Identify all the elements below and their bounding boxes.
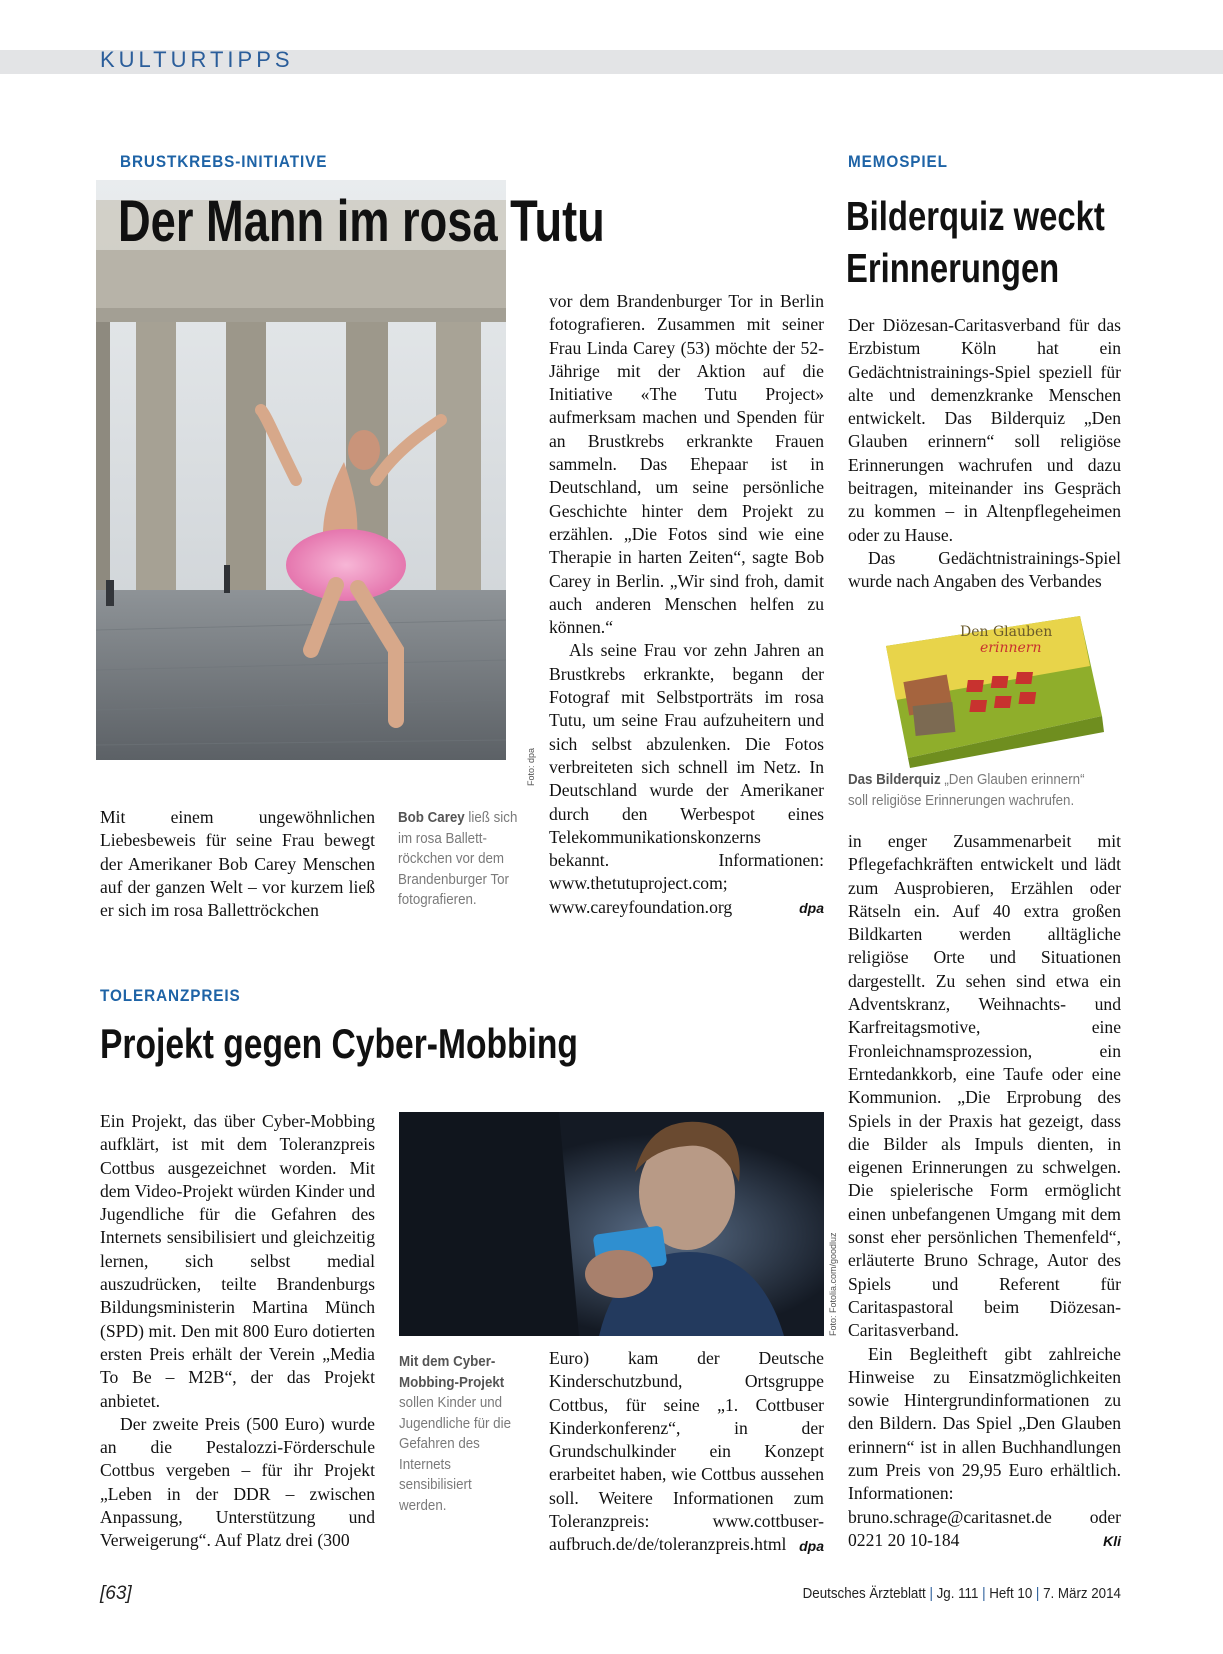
caption-cybermobbing xyxy=(399,1352,517,1516)
source-tutu: dpa xyxy=(799,900,824,917)
photo-credit-tutu: Foto: dpa xyxy=(526,747,536,786)
body-tutu-p2: Als seine Frau vor zehn Jahren an Brustkrebs erkrankte, begann der Fotograf mit Selbstporträts im rosa Tutu, um seine Frau aufzuheitern und sich selbst abzulenken. Die Fotos verbreiteten sich schnell im Netz. In Deutschland wurde der Amerikaner durch den Werbespot eines Telekommunikationskonzerns bekannt. Informationen: www.thetutuproject.com; www.careyfoundation.org xyxy=(549,640,824,917)
photo-game-box xyxy=(880,608,1106,768)
footer-divider: | xyxy=(929,1586,933,1602)
caption-bilderquiz-text: „Den Glauben erinnern“ soll religiöse Erinnerungen wachrufen. xyxy=(848,772,1085,809)
caption-tutu xyxy=(398,808,523,911)
footer-issue: Heft 10 xyxy=(989,1586,1033,1602)
headline-bilderquiz xyxy=(846,190,1105,294)
footer-journal: Deutsches Ärzteblatt xyxy=(802,1586,926,1602)
body-bilderquiz-bottom xyxy=(848,830,1121,1554)
body-cybermobbing-col3 xyxy=(549,1347,824,1558)
tutu-photo-illustration xyxy=(96,180,506,760)
body-bilderquiz-top xyxy=(848,314,1121,594)
body-cybermobbing-p3: Euro) kam der Deutsche Kinderschutzbund, Ortsgruppe Cottbus, für seine „1. Cottbuser Kinderkonferenz“, in der Grundschulkinder ein Konzept erarbeitet haben, wie Cottbus aussehen soll. Weitere Informationen zum Toleranzpreis: www.cottbuser-aufbruch.de/de/toleranzpreis.html xyxy=(549,1348,824,1555)
body-bilderquiz-p1: Der Diözesan-Caritasverband für das Erzbistum Köln hat ein Gedächtnistrainings-Spiel speziell für alte und demenzkranke Menschen entwickelt. Das Bilderquiz „Den Glauben erinnern“ soll religiöse Erinnerungen wachrufen und dazu beitragen, miteinander ins Gespräch zu kommen – in Altenpflegeheimen oder zu Hause. xyxy=(848,315,1121,545)
footer-divider: | xyxy=(1035,1586,1040,1602)
game-box-illustration xyxy=(880,608,1106,768)
cybermobbing-photo-illustration xyxy=(399,1112,824,1336)
body-bilderquiz-p2: Das Gedächtnistrainings-Spiel wurde nach Angaben des Verbandes xyxy=(848,547,1121,592)
caption-bilderquiz xyxy=(848,770,1098,811)
headline-bilderquiz-line1: Bilderquiz weckt xyxy=(846,193,1105,239)
rubric-title: KULTURTIPPS xyxy=(100,47,294,72)
headline-cybermobbing: Projekt gegen Cyber-Mobbing xyxy=(100,1020,578,1067)
footer-volume: Jg. 111 xyxy=(936,1586,979,1602)
body-cybermobbing-p2: Der zweite Preis (500 Euro) wurde an die Pestalozzi-Förderschule Cottbus vergeben – für ihr Projekt „Leben in der DDR – zwischen Anpassung, Unterstützung und Verweigerung“. Auf Platz drei (300 xyxy=(100,1413,375,1551)
footer-divider: | xyxy=(982,1586,986,1602)
source-cybermobbing: dpa xyxy=(799,1537,824,1554)
kicker-brustkrebs: BRUSTKREBS-INITIATIVE xyxy=(120,152,328,171)
body-cybermobbing-p1: Ein Projekt, das über Cyber-Mobbing aufklärt, ist mit dem Toleranzpreis Cottbus ausgezeichnet worden. Mit dem Video-Projekt würden Kinder und Jugendliche für die Gefahren des Internets sensibilisiert und gleichzeitig lernen, sich selbst medial auszudrücken, teilte Brandenburgs Bildungsministerin Martina Münch (SPD) mit. Den mit 800 Euro dotierten ersten Preis erhält der Verein „Media To Be – M2B“, der das Projekt anbietet. xyxy=(100,1111,375,1411)
body-tutu xyxy=(549,290,824,920)
page-number: [63] xyxy=(100,1583,132,1604)
caption-tutu-text: ließ sich im rosa Ballett-röckchen vor dem Brandenburger Tor fotografieren. xyxy=(398,810,518,908)
kicker-toleranzpreis: TOLERANZPREIS xyxy=(100,986,241,1005)
photo-tutu xyxy=(96,180,506,760)
box-title-line2: erinnern xyxy=(980,640,1042,656)
caption-cybermobbing-text: sollen Kinder und Jugendliche für die Gefahren des Internets sensibilisiert werden. xyxy=(399,1395,511,1514)
body-bilderquiz-p4: Ein Begleitheft gibt zahlreiche Hinweise zu Einsatzmöglichkeiten sowie Hintergrundinformationen zu den Bildern. Das Spiel „Den Glauben erinnern“ ist in allen Buchhandlungen zum Preis von 29,95 Euro erhältlich. Informationen: bruno.schrage@caritasnet.de oder 0221 20 10-184 xyxy=(848,1343,1121,1550)
headline-tutu: Der Mann im rosa Tutu xyxy=(118,189,605,254)
photo-cybermobbing xyxy=(399,1112,824,1336)
body-bilderquiz-p3: in enger Zusammenarbeit mit Pflegefachkräften entwickelt und lädt zum Ausprobieren, Erzählen oder Rätseln ein. Auf 40 extra großen Bildkarten werden alltägliche religiöse Orte und Situationen dargestellt. Zu sehen sind etwa ein Adventskranz, Weihnachts- und Karfreitagsmotive, eine Fronleichnamsprozession, ein Erntedankkorb, eine Taufe oder eine Kommunion. „Die Erprobung des Spiels in der Praxis hat gezeigt, dass die Bilder als Impuls dienten, in eigenen Erinnerungen zu schwelgen. Die spielerische Form ermöglicht einen unbefangenen Umgang mit dem sonst eher persönlichen Themenfeld“, erläuterte Bruno Schrage, Autor des Spiels und Referent für Caritaspastoral beim Diözesan-Caritasverband. xyxy=(848,831,1121,1341)
box-title-line1: Den Glauben xyxy=(960,624,1053,640)
intro-tutu xyxy=(100,806,375,922)
photo-credit-cybermobbing: Foto: Fotolia.com/goodluz xyxy=(828,1232,838,1336)
kicker-memospiel: MEMOSPIEL xyxy=(848,152,948,171)
body-cybermobbing-col1 xyxy=(100,1110,375,1553)
caption-bilderquiz-lead: Das Bilderquiz xyxy=(848,772,941,788)
source-bilderquiz: Kli xyxy=(1103,1533,1121,1550)
caption-tutu-lead: Bob Carey xyxy=(398,810,465,826)
intro-tutu-text: Mit einem ungewöhnlichen Liebesbeweis für seine Frau bewegt der Amerikaner Bob Carey Menschen auf der ganzen Welt – vor kurzem ließ er sich im rosa Ballettröckchen xyxy=(100,807,375,921)
footer-publication xyxy=(803,1586,1121,1602)
caption-cybermobbing-lead: Mit dem Cyber-Mobbing-Projekt xyxy=(399,1354,505,1391)
headline-bilderquiz-line2: Erinnerungen xyxy=(846,245,1060,291)
body-tutu-p1: vor dem Brandenburger Tor in Berlin fotografieren. Zusammen mit seiner Frau Linda Carey (53) möchte der 52-Jährige mit der Aktion auf die Initiative «The Tutu Project» aufmerksam machen und Spenden für an Brustkrebs erkrankte Frauen sammeln. Das Ehepaar ist in Deutschland, um seine persönliche Geschichte hinter dem Projekt zu erzählen. „Die Fotos sind wie eine Therapie in harten Zeiten“, sagte Bob Carey in Berlin. „Wir sind froh, damit auch anderen Menschen helfen zu können.“ xyxy=(549,291,824,638)
footer-date: 7. März 2014 xyxy=(1043,1586,1121,1602)
